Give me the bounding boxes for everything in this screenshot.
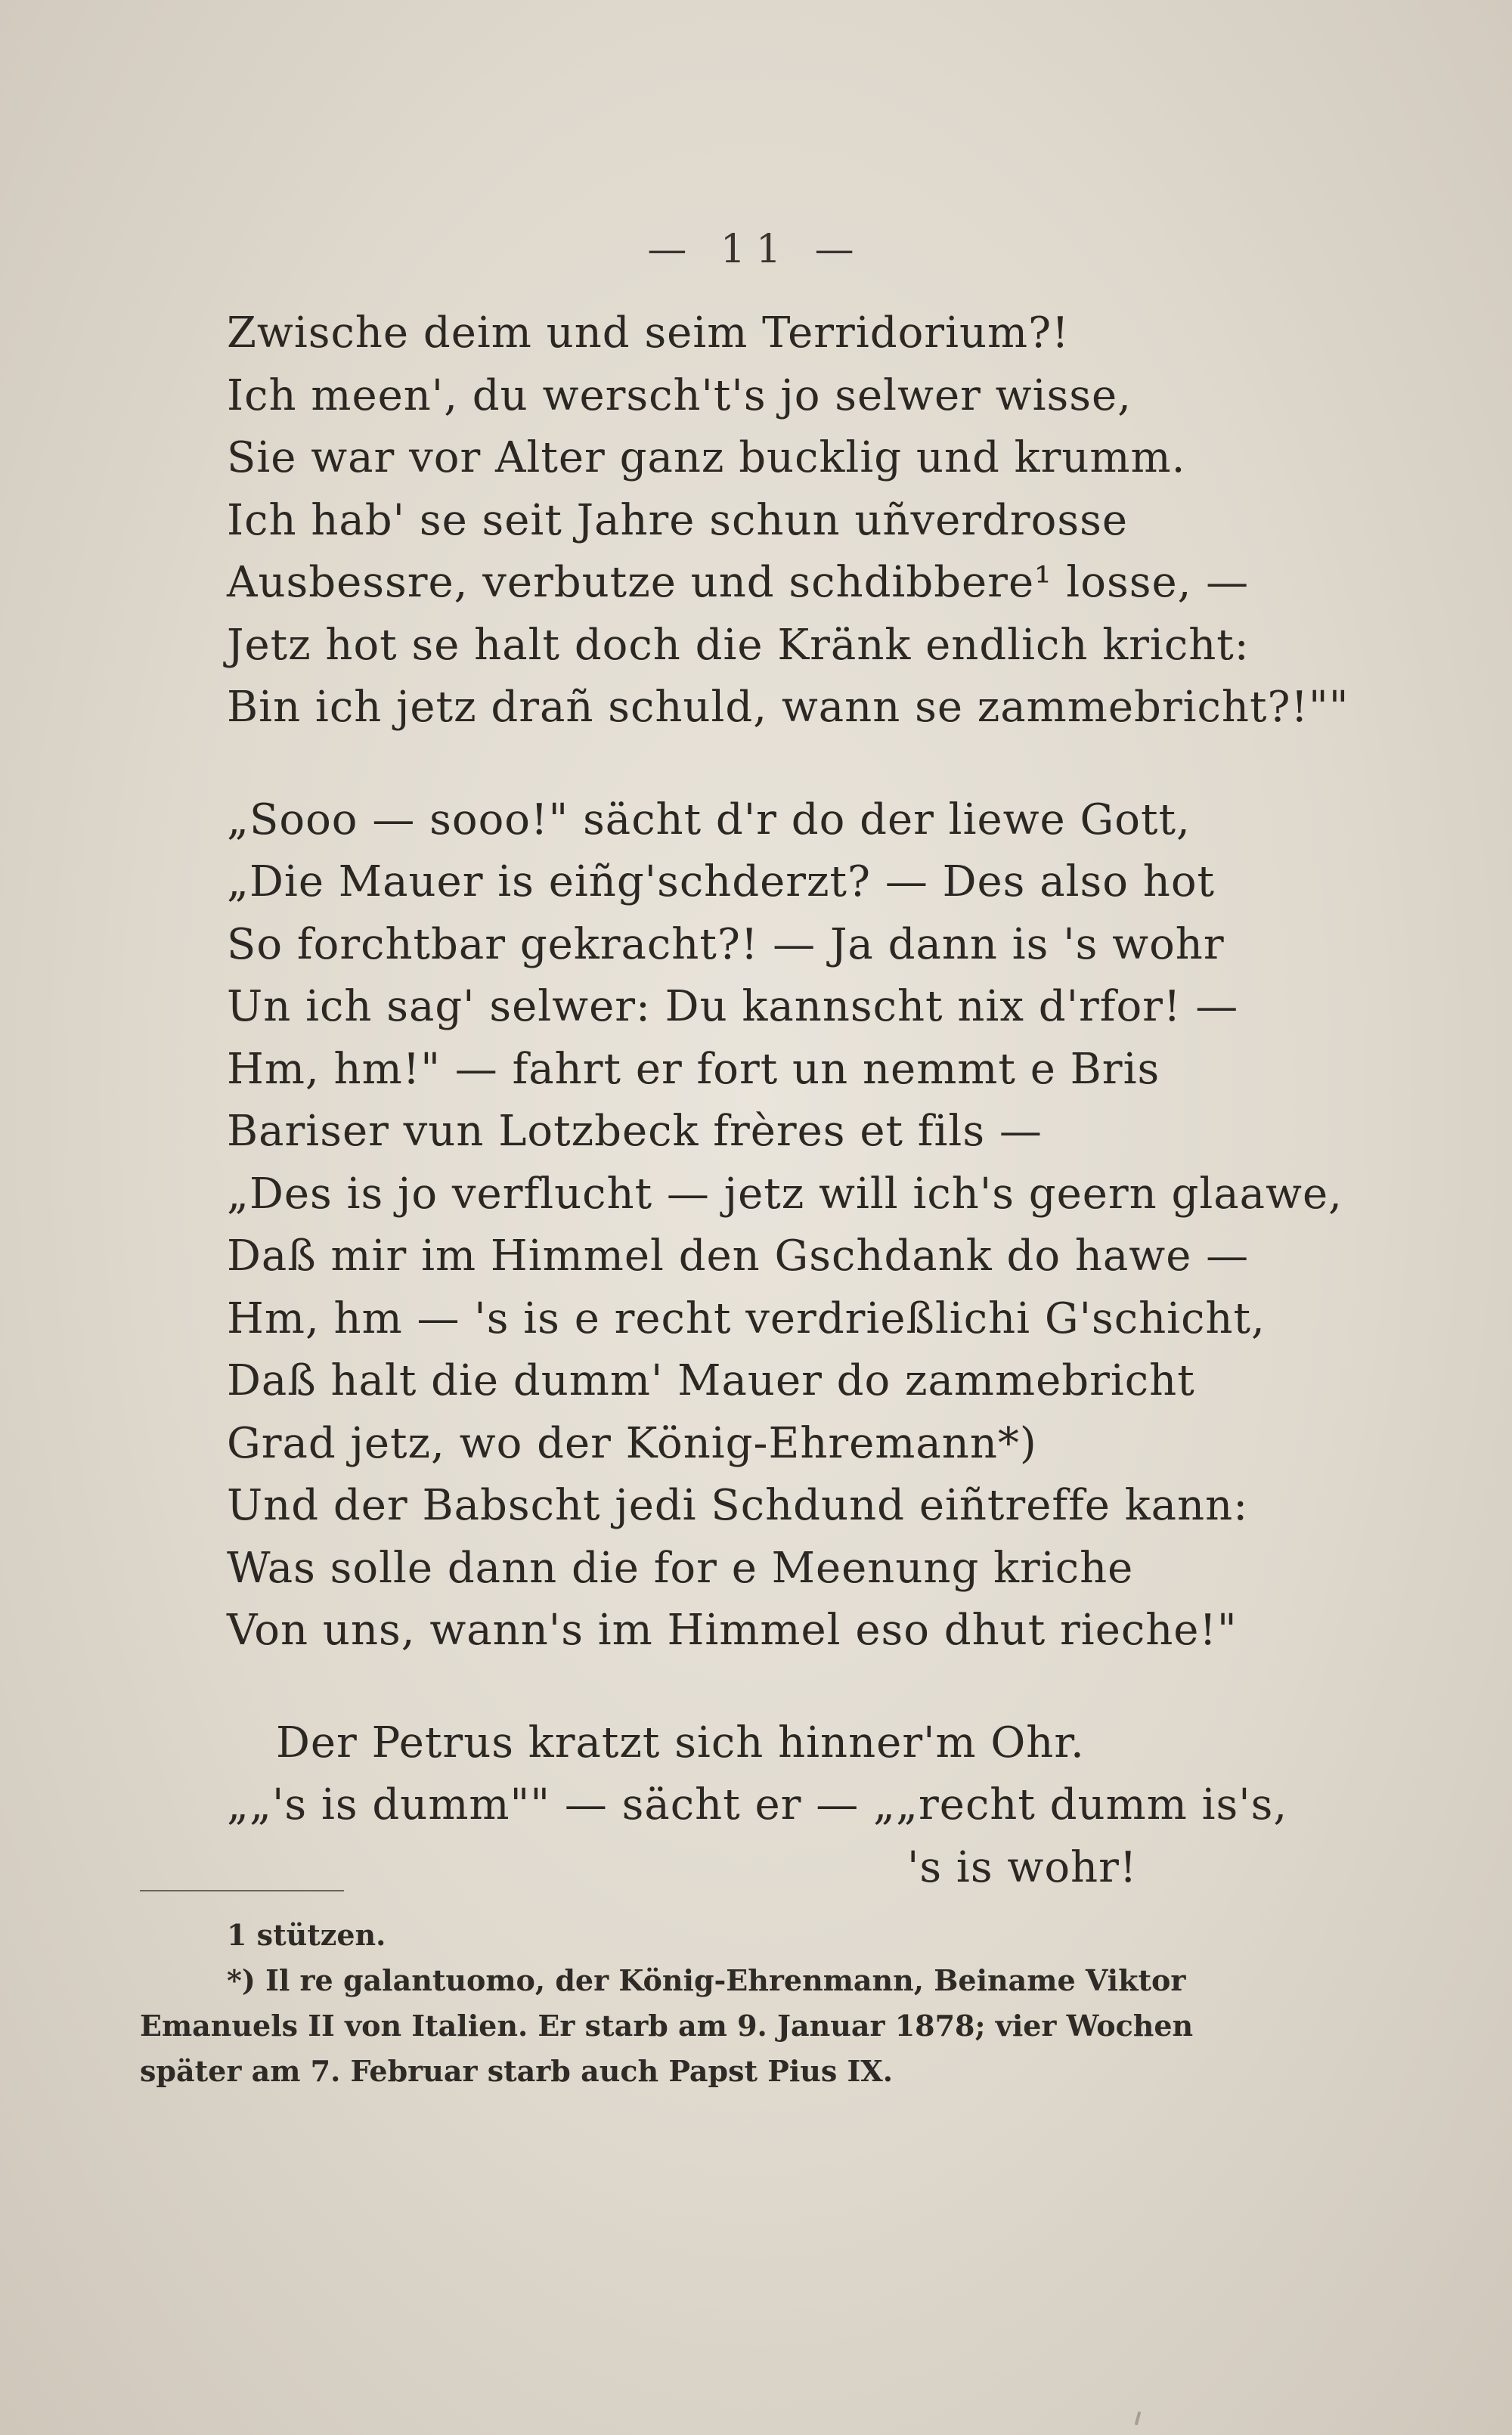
poem-line: Von uns, wann's im Himmel eso dhut rieche!" [227, 1606, 1238, 1655]
poem-line: Hm, hm!" — fahrt er fort un nemmt e Bris [227, 1044, 1160, 1094]
poem-line: „„'s is dumm"" — sächt er — „„recht dumm is's, [227, 1780, 1288, 1829]
poem-line: Jetz hot se halt doch die Kränk endlich kricht: [227, 620, 1250, 670]
poem-line: Zwische deim und seim Terridorium?! [227, 308, 1070, 358]
poem-line: Daß mir im Himmel den Gschdank do hawe — [227, 1231, 1250, 1281]
stanza [227, 789, 1343, 1662]
poem-line: Was solle dann die for e Meenung kriche [227, 1543, 1134, 1593]
poem-line-continuation: 's is wohr! [907, 1842, 1138, 1892]
poem-line: Ich hab' se seit Jahre schun uñverdrosse [227, 495, 1128, 545]
poem-line: Ich meen', du wersch't's jo selwer wisse, [227, 370, 1132, 420]
poem-line: Und der Babscht jedi Schdund eiñtreffe kann: [227, 1481, 1249, 1530]
poem [227, 302, 1349, 1949]
stanza [227, 1712, 1300, 1900]
footnote-divider [140, 1890, 344, 1891]
poem-line: Hm, hm — 's is e recht verdrießlichi G'schicht, [227, 1293, 1266, 1343]
poem-line: Bariser vun Lotzbeck frères et fils — [227, 1107, 1043, 1156]
poem-line: „Sooo — sooo!" sächt d'r do der liewe Gott, [227, 795, 1191, 844]
stanza [227, 302, 1349, 739]
footnote: später am 7. Februar starb auch Papst Pius IX. [140, 2054, 893, 2088]
poem-line: Bin ich jetz drañ schuld, wann se zammebricht?!"" [227, 683, 1349, 732]
poem-line: Grad jetz, wo der König-Ehremann*) [227, 1418, 1037, 1468]
footnotes [140, 1913, 1274, 2094]
poem-line: Sie war vor Alter ganz bucklig und krumm. [227, 433, 1186, 482]
footnote: *) Il re galantuomo, der König-Ehrenmann, Beiname Viktor [227, 1963, 1186, 1997]
poem-line: Un ich sag' selwer: Du kannscht nix d'rfor! — [227, 982, 1239, 1031]
page-number: — 11 — [647, 227, 865, 272]
poem-line: Ausbessre, verbutze und schdibbere¹ losse, — [227, 558, 1250, 607]
poem-line: Daß halt die dumm' Mauer do zammebricht [227, 1356, 1195, 1405]
poem-line: So forchtbar gekracht?! — Ja dann is 's wohr [227, 919, 1225, 969]
footnote: 1 stützen. [227, 1918, 386, 1952]
poem-line: Der Petrus kratzt sich hinner'm Ohr. [276, 1718, 1085, 1767]
footnote: Emanuels II von Italien. Er starb am 9. Januar 1878; vier Wochen [140, 2009, 1194, 2043]
poem-line: „Die Mauer is eiñg'schderzt? — Des also hot [227, 857, 1216, 906]
poem-line: „Des is jo verflucht — jetz will ich's geern glaawe, [227, 1169, 1343, 1219]
paper-speck [1135, 2412, 1142, 2425]
